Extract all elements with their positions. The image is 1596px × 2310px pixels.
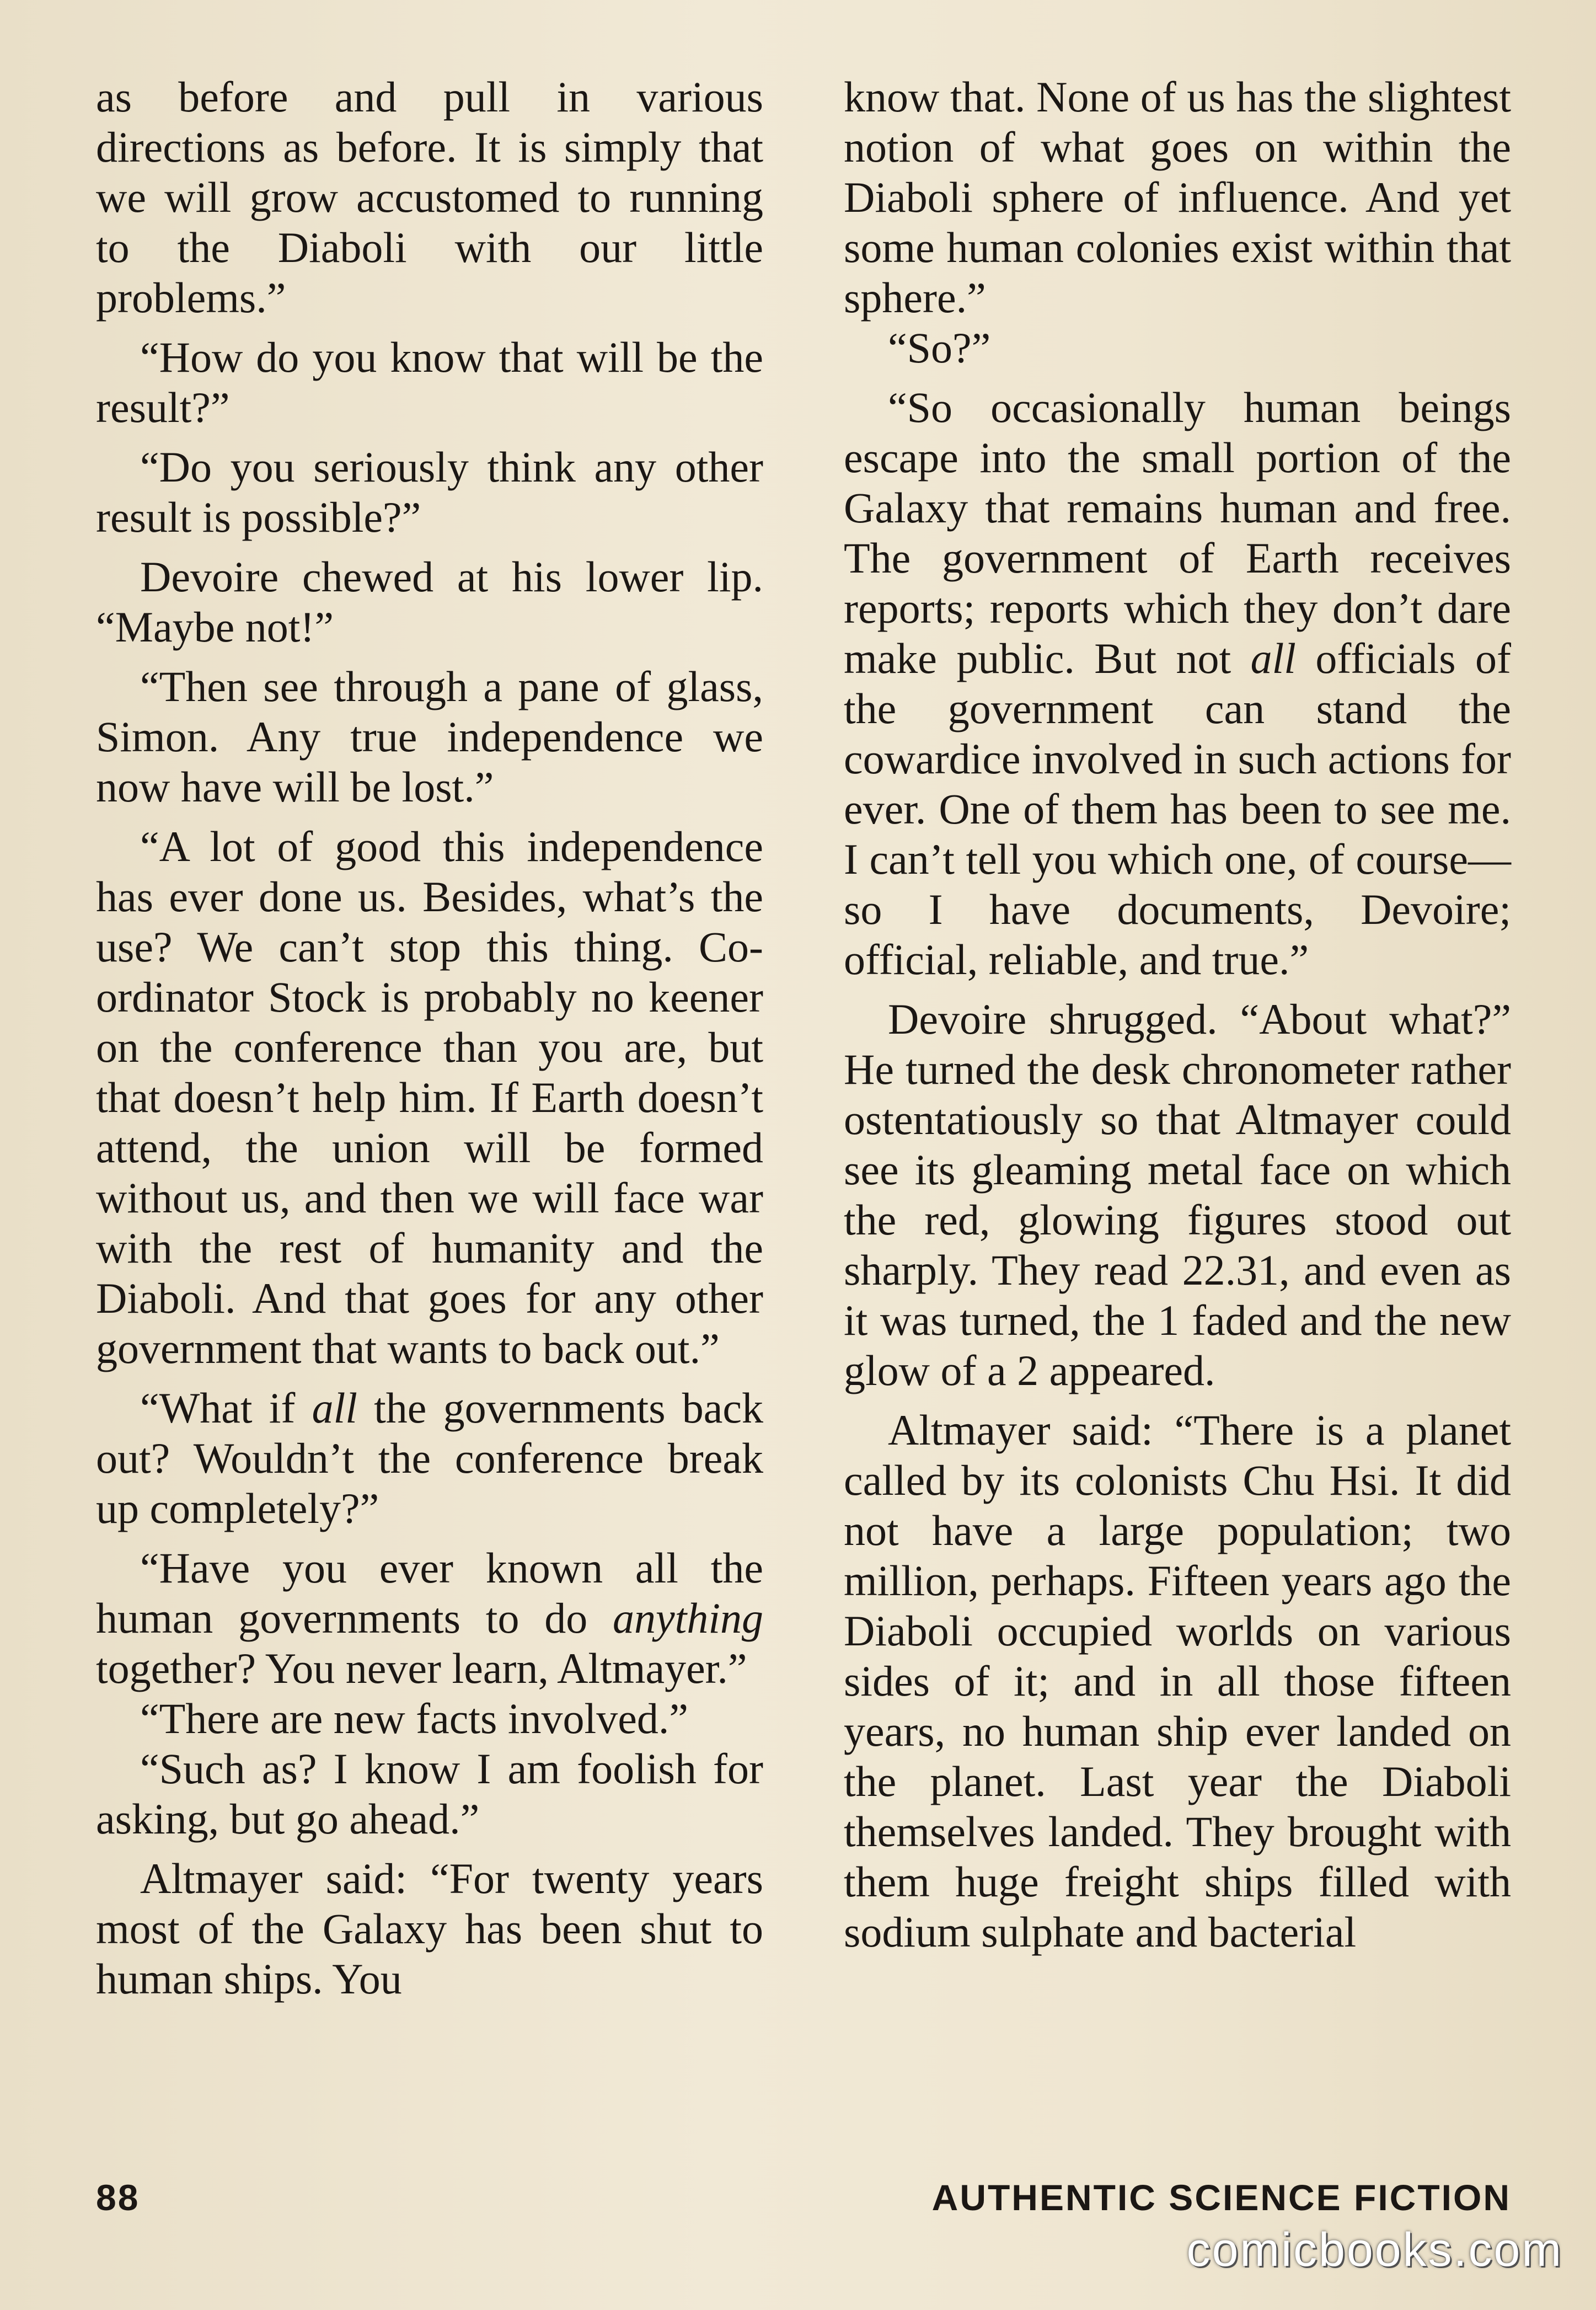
text-run: “So occasionally human beings escape into the small portion of the Galaxy that remains human and free. The government of Earth receives reports; reports which they don’t dare make public. But not xyxy=(844,383,1511,682)
paragraph: Devoire shrugged. “About what?” He turned the desk chronometer rather ostentatiously so that Altmayer could see its gleaming metal face on which the red, glowing figures stood out sharply. They read 22.31, and even as it was turned, the 1 faded and the new glow of a 2 appeared. xyxy=(844,995,1511,1394)
paragraph xyxy=(844,382,1511,985)
right-text-column xyxy=(844,72,1511,1966)
text-run: “Have you ever known all the human governments to do xyxy=(96,1544,763,1642)
paragraph: as before and pull in various directions as before. It is simply that we will grow accustomed to running to the Diaboli with our little problems.” xyxy=(96,73,763,322)
paragraph: “Do you seriously think any other result is possible?” xyxy=(96,443,763,541)
page-footer xyxy=(96,2177,1511,2226)
paragraph: “A lot of good this independence has ever done us. Besides, what’s the use? We can’t stop this thing. Co-ordinator Stock is probably no keener on the conference than you are, but that doesn’t help him. If Earth doesn’t attend, the union will be formed without us, and then we will face war with the rest of humanity and the Diaboli. And that goes for any other government that wants to back out.” xyxy=(96,822,763,1372)
page-number: 88 xyxy=(96,2177,140,2218)
left-text-column xyxy=(96,72,763,2013)
paragraph: Altmayer said: “For twenty years most of the Galaxy has been shut to human ships. You xyxy=(96,1854,763,2003)
text-run: together? You never learn, Altmayer.” xyxy=(96,1644,747,1692)
paragraph xyxy=(96,1383,763,1533)
paragraph: know that. None of us has the slightest notion of what goes on within the Diaboli sphere of influence. And yet some human colonies exist within that sphere.” xyxy=(844,73,1511,322)
italic-text: anything xyxy=(613,1594,763,1642)
paragraph: “So?” xyxy=(888,324,991,372)
paragraph: Devoire chewed at his lower lip. “Maybe not!” xyxy=(96,553,763,651)
paragraph: “There are new facts involved.” xyxy=(140,1694,688,1742)
italic-text: all xyxy=(312,1384,357,1432)
text-run: the governments back out? Wouldn’t the conference break up completely?” xyxy=(96,1384,763,1532)
text-run: officials of the government can stand the cowardice involved in such actions for ever. One of them has been to see me. I can’t tell you which one, of course—so I have documents, Devoire; official, reliable, and true.” xyxy=(844,634,1512,983)
italic-text: all xyxy=(1250,634,1296,682)
watermark: comicbooks.com xyxy=(1186,2223,1563,2276)
paragraph: “How do you know that will be the result?” xyxy=(96,333,763,431)
running-title: AUTHENTIC SCIENCE FICTION xyxy=(931,2177,1511,2218)
paragraph: “Such as? I know I am foolish for asking, but go ahead.” xyxy=(96,1745,763,1843)
paragraph xyxy=(96,1543,763,1693)
paragraph: Altmayer said: “There is a planet called by its colonists Chu Hsi. It did not have a large population; two million, perhaps. Fifteen years ago the Diaboli occupied worlds on various sides of it; and in all those fifteen years, no human ship ever landed on the planet. Last year the Diaboli themselves landed. They brought with them huge freight ships filled with sodium sulphate and bacterial xyxy=(844,1406,1511,1956)
paragraph: “Then see through a pane of glass, Simon. Any true independence we now have will be lost.” xyxy=(96,662,763,811)
text-run: “What if xyxy=(140,1384,312,1432)
